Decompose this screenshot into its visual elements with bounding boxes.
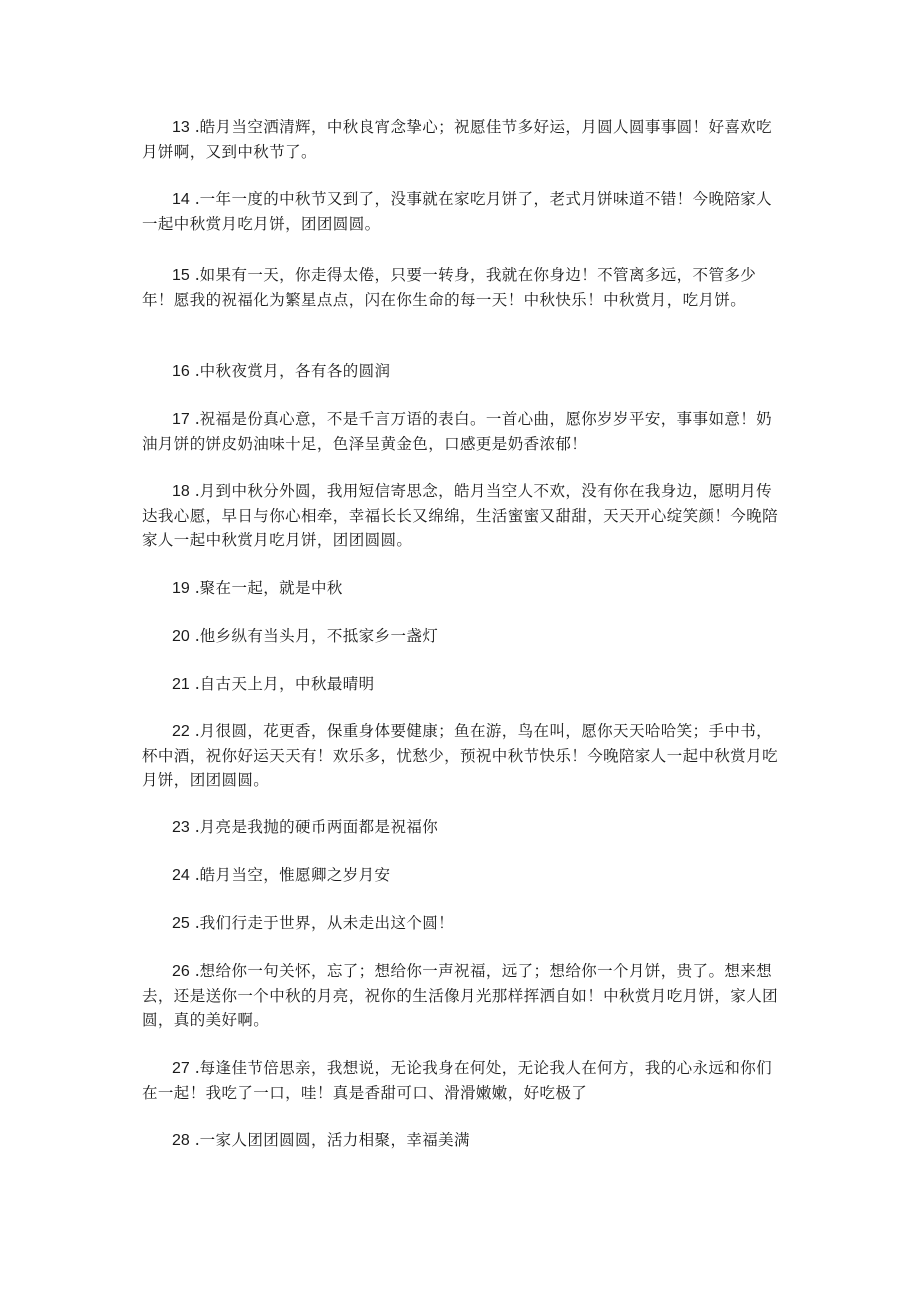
item-number: 23 bbox=[172, 819, 190, 836]
item-number: 24 bbox=[172, 867, 190, 884]
item-number: 17 bbox=[172, 411, 190, 428]
item-text: 聚在一起，就是中秋 bbox=[199, 579, 343, 597]
item-separator: . bbox=[189, 410, 200, 428]
item-text: 祝福是份真心意，不是千言万语的表白。一首心曲，愿你岁岁平安，事事如意！奶油月饼的饼皮奶油味十足，色泽呈黄金色，口感更是奶香浓郁！ bbox=[142, 410, 773, 453]
item-number: 15 bbox=[172, 267, 190, 284]
item-number: 26 bbox=[172, 963, 190, 980]
item-number: 27 bbox=[172, 1060, 190, 1077]
item-number: 14 bbox=[172, 191, 190, 208]
item-separator: . bbox=[189, 362, 200, 380]
list-item bbox=[142, 719, 782, 792]
item-number: 21 bbox=[172, 676, 190, 693]
item-text: 一年一度的中秋节又到了，没事就在家吃月饼了，老式月饼味道不错！今晚陪家人一起中秋赏月吃月饼，团团圆圆。 bbox=[142, 190, 773, 233]
item-separator: . bbox=[189, 266, 200, 284]
item-separator: . bbox=[189, 914, 200, 932]
item-number: 22 bbox=[172, 723, 190, 740]
item-number: 28 bbox=[172, 1132, 190, 1149]
item-separator: . bbox=[189, 118, 200, 136]
list-item bbox=[142, 672, 782, 697]
item-separator: . bbox=[189, 1059, 200, 1077]
item-separator: . bbox=[189, 818, 200, 836]
item-text: 月到中秋分外圆，我用短信寄思念，皓月当空人不欢，没有你在我身边，愿明月传达我心愿，早日与你心相牵，幸福长长又绵绵，生活蜜蜜又甜甜，天天开心绽笑颜！今晚陪家人一起中秋赏月吃月饼，团团圆圆。 bbox=[142, 482, 779, 549]
list-item bbox=[142, 115, 782, 164]
list-item bbox=[142, 576, 782, 601]
item-text: 月很圆，花更香，保重身体要健康；鱼在游，鸟在叫，愿你天天哈哈笑；手中书，杯中酒，祝你好运天天有！欢乐多，忧愁少，预祝中秋节快乐！今晚陪家人一起中秋赏月吃月饼，团团圆圆。 bbox=[142, 722, 779, 789]
list-item bbox=[142, 359, 782, 384]
item-text: 如果有一天，你走得太倦，只要一转身，我就在你身边！不管离多远，不管多少年！愿我的祝福化为繁星点点，闪在你生命的每一天！中秋快乐！中秋赏月，吃月饼。 bbox=[142, 266, 757, 309]
item-text: 皓月当空洒清辉，中秋良宵念挚心；祝愿佳节多好运，月圆人圆事事圆！好喜欢吃月饼啊，又到中秋节了。 bbox=[142, 118, 773, 161]
item-separator: . bbox=[189, 962, 200, 980]
item-separator: . bbox=[189, 579, 200, 597]
list-item bbox=[142, 1128, 782, 1153]
item-separator: . bbox=[189, 627, 200, 645]
item-separator: . bbox=[189, 482, 200, 500]
item-number: 16 bbox=[172, 363, 190, 380]
item-number: 18 bbox=[172, 483, 190, 500]
item-separator: . bbox=[189, 1131, 200, 1149]
item-text: 每逢佳节倍思亲，我想说，无论我身在何处，无论我人在何方，我的心永远和你们在一起！我吃了一口，哇！真是香甜可口、滑滑嫩嫩，好吃极了 bbox=[142, 1059, 773, 1102]
item-text: 自古天上月，中秋最晴明 bbox=[199, 675, 375, 693]
list-item bbox=[142, 479, 782, 552]
list-item bbox=[142, 1056, 782, 1105]
item-separator: . bbox=[189, 722, 200, 740]
item-separator: . bbox=[189, 866, 200, 884]
list-item bbox=[142, 815, 782, 840]
item-text: 一家人团团圆圆，活力相聚，幸福美满 bbox=[199, 1131, 470, 1149]
item-text: 想给你一句关怀，忘了；想给你一声祝福，远了；想给你一个月饼，贵了。想来想去，还是送你一个中秋的月亮，祝你的生活像月光那样挥洒自如！中秋赏月吃月饼，家人团圆，真的美好啊。 bbox=[142, 962, 779, 1029]
list-item bbox=[142, 263, 782, 312]
item-number: 25 bbox=[172, 915, 190, 932]
list-item bbox=[142, 911, 782, 936]
item-separator: . bbox=[189, 675, 200, 693]
list-item bbox=[142, 407, 782, 456]
item-number: 19 bbox=[172, 580, 190, 597]
list-item bbox=[142, 187, 782, 236]
list-item bbox=[142, 959, 782, 1032]
item-text: 他乡纵有当头月，不抵家乡一盏灯 bbox=[199, 627, 439, 645]
list-item bbox=[142, 863, 782, 888]
item-text: 皓月当空，惟愿卿之岁月安 bbox=[199, 866, 391, 884]
item-text: 我们行走于世界，从未走出这个圆！ bbox=[199, 914, 455, 932]
list-item bbox=[142, 624, 782, 649]
item-number: 20 bbox=[172, 628, 190, 645]
item-separator: . bbox=[189, 190, 200, 208]
item-text: 中秋夜赏月，各有各的圆润 bbox=[199, 362, 391, 380]
item-number: 13 bbox=[172, 119, 190, 136]
item-text: 月亮是我抛的硬币两面都是祝福你 bbox=[199, 818, 439, 836]
